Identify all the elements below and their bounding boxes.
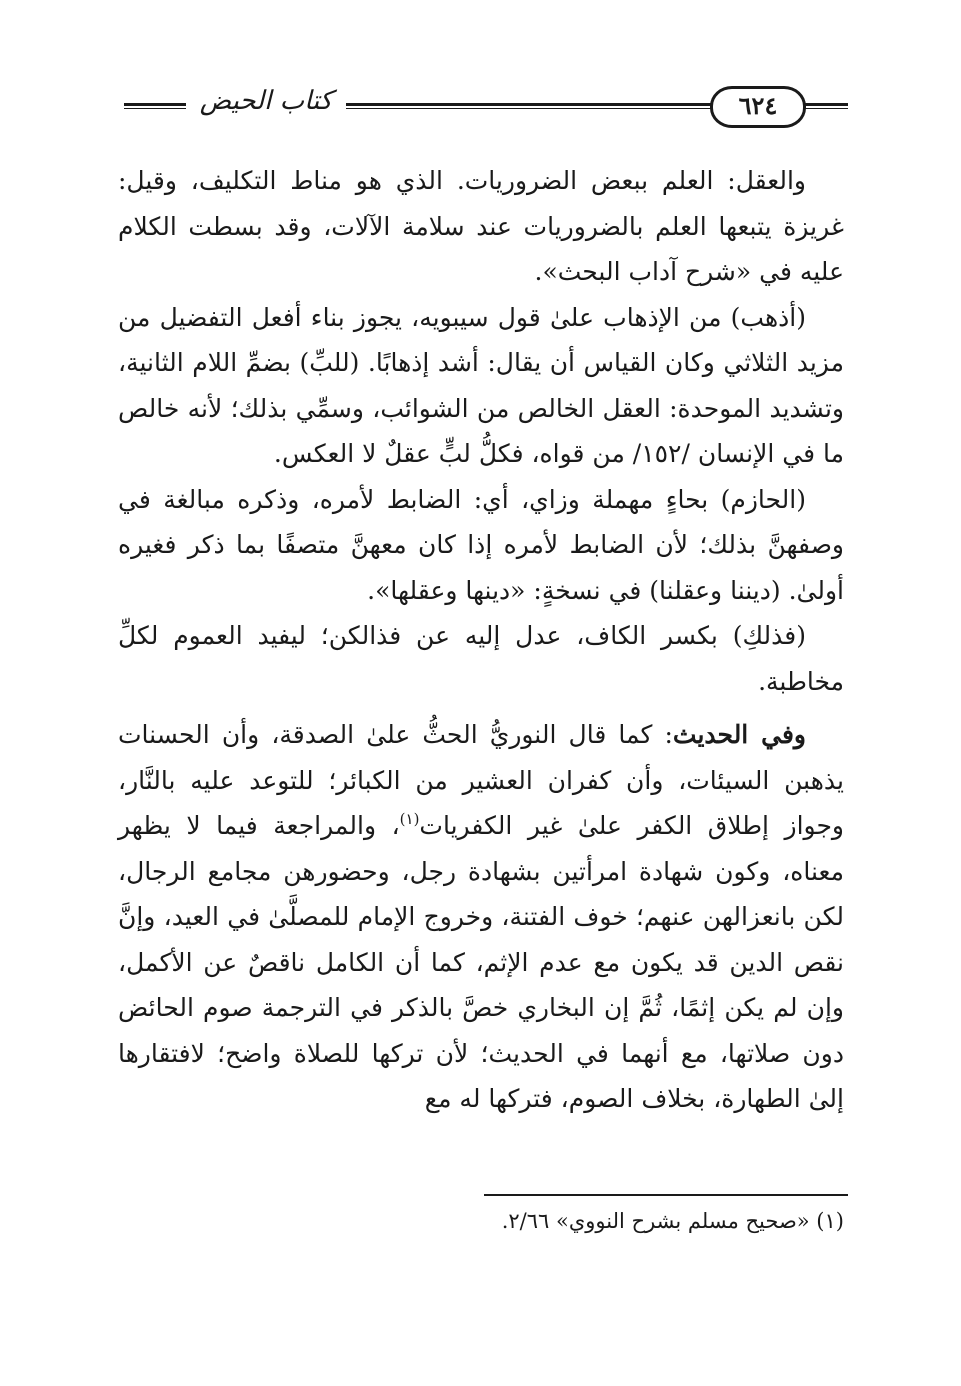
paragraph-text-before-note: : كما قال النوريُّ الحثُّ علىٰ الصدقة، وأن الحسنات يذهبن السيئات، وأن كفران العشير من الكبائر؛ للتوعد عليه بالنَّار، وجواز إطلاق الكفر علىٰ غير الكفريات [118,720,844,840]
paragraph-hazim [118,477,844,614]
paragraph-lead: وفي الحديث [672,720,806,749]
paragraph-aql [118,158,844,295]
paragraph-adhhab [118,295,844,477]
paragraph-hadith [118,712,844,1122]
header-rule-left [124,103,186,109]
paragraph-text: ، والمراجعة فيما لا يظهر معناه، وكون شهادة امرأتين بشهادة رجل، وحضورهن مجامع الرجال، لكن بانعزالهن عنهم؛ خوف الفتنة، وخروج الإمام للمصلَّىٰ في العيد، وإنَّ نقص الدين قد يكون مع عدم الإثم، كما أن الكامل ناقصٌ عن الأكمل، وإن لم يكن إثمًا، ثُمَّ إن البخاري خصَّ بالذكر في الترجمة صوم الحائض دون صلاتها، مع أنهما في الحديث؛ لأن تركها للصلاة واضح؛ لافتقارها إلىٰ الطهارة، بخلاف الصوم، فتركها له مع [118,811,844,1113]
running-header [112,84,848,130]
paragraph-text: والعقل: العلم ببعض الضروريات. الذي هو مناط التكليف، وقيل: غريزة يتبعها العلم بالضروريات عند سلامة الآلات، وقد بسطت الكلام عليه في «شرح آداب البحث». [118,166,844,286]
paragraph-text: (الحازم) بحاءٍ مهملة وزاي، أي: الضابط لأمره، وذكره مبالغة في وصفهنَّ بذلك؛ لأن الضابط لأمره إذا كان معهنَّ متصفًا بما ذكر فغيره أولىٰ. (ديننا وعقلنا) في نسخةٍ: «دينها وعقلها». [118,484,844,605]
header-rule-right [806,103,848,109]
paragraph-fadhaliki [118,613,844,704]
main-text [118,158,844,1122]
book-title: كتاب الحيض [186,86,346,116]
footnote-separator [484,1194,848,1196]
footnote-1: (١) «صحيح مسلم بشرح النووي» ٢/٦٦. [501,1209,844,1233]
paragraph-text: (أذهب) من الإذهاب علىٰ قول سيبويه، يجوز بناء أفعل التفضيل من مزيد الثلاثي وكان القياس أن يقال: أشد إذهابًا. (للبِّ) بضمِّ اللام الثانية، وتشديد الموحدة: العقل الخالص من الشوائب، وسمِّي بذلك؛ لأنه خالص ما في الإنسان /١٥٢/ من قواه، فكلُّ لبٍّ عقلٌ لا العكس. [118,302,844,468]
paragraph-text: (فذلكِ) بكسر الكاف، عدل إليه عن فذالكن؛ ليفيد العموم لكلِّ مخاطبة. [118,621,844,696]
footnote-reference[interactable]: (١) [399,810,420,828]
page-number: ٦٢٤ [710,86,806,128]
